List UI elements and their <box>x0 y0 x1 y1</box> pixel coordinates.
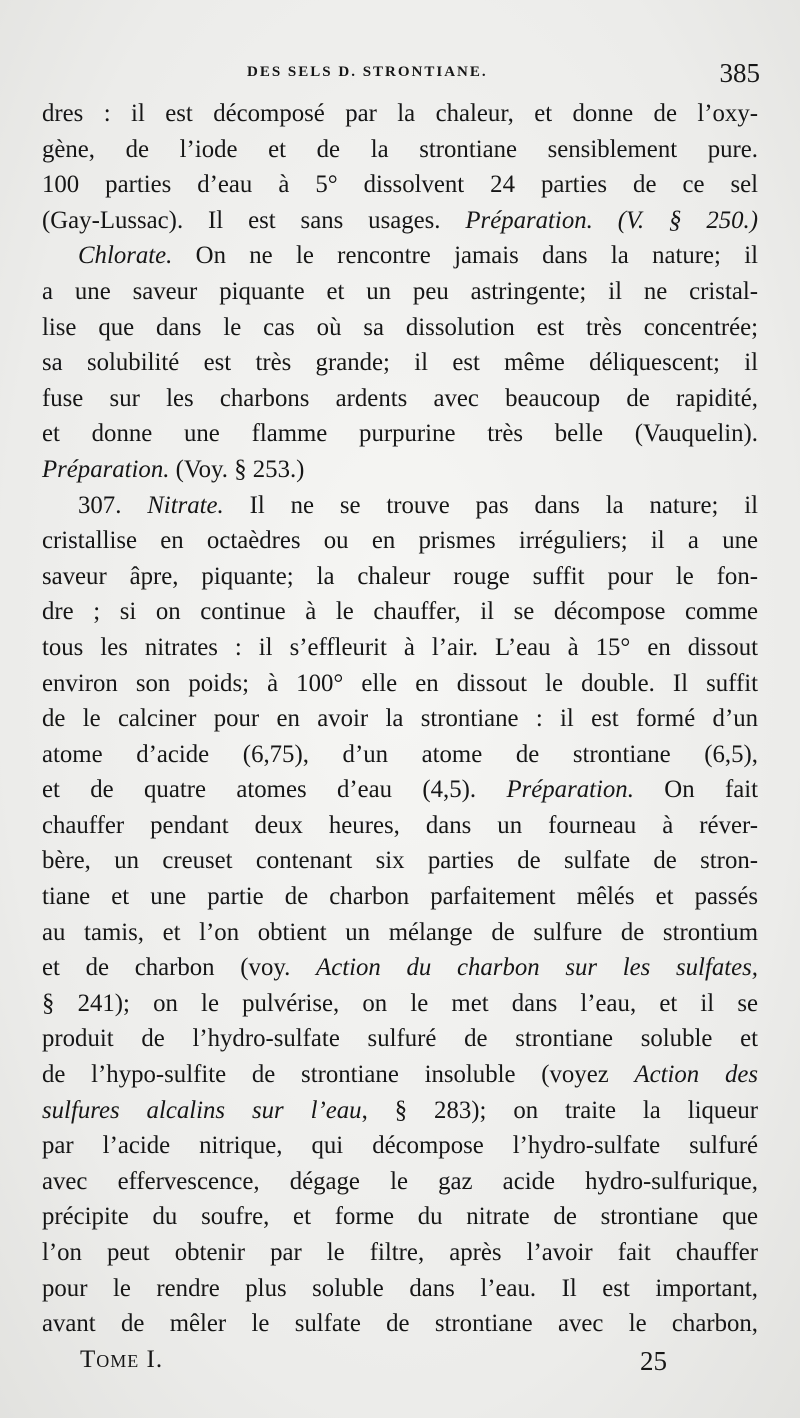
italic-reference: Action des <box>634 1061 759 1089</box>
running-head: DES SELS D. STRONTIANE. <box>247 64 488 80</box>
paragraph-heading: Chlorate. <box>78 242 173 270</box>
text-line: par l’acide nitrique, qui décompose l’hydro-sulfate sulfuré <box>42 1132 758 1160</box>
text-line: gène, de l’iode et de la strontiane sensiblement pure. <box>42 135 758 163</box>
text-line: saveur âpre, piquante; la chaleur rouge suffit pour le fon- <box>42 562 758 590</box>
page-header <box>42 58 760 92</box>
paragraph-heading: Nitrate. <box>147 491 224 519</box>
text-line: précipite du soufre, et forme du nitrate de strontiane que <box>42 1203 758 1231</box>
text-line: tiane et une partie de charbon parfaitement mêlés et passés <box>42 883 758 911</box>
page-number: 385 <box>719 58 760 88</box>
text-line: et donne une flamme purpurine très belle (Vauquelin). <box>42 420 758 448</box>
text-line: Chlorate. On ne le rencontre jamais dans la nature; il <box>78 242 758 270</box>
text-line: bère, un creuset contenant six parties de sulfate de stron- <box>42 847 758 875</box>
text-line: sulfures alcalins sur l’eau, § 283); on traite la liqueur <box>42 1096 758 1124</box>
text-line: pour le rendre plus soluble dans l’eau. Il est important, <box>42 1274 758 1302</box>
text-line: dres : il est décomposé par la chaleur, et donne de l’oxy- <box>42 100 758 127</box>
text-line: atome d’acide (6,75), d’un atome de strontiane (6,5), <box>42 740 758 768</box>
text-line: cristallise en octaèdres ou en prismes irréguliers; il a une <box>42 527 758 555</box>
italic-reference: Préparation. <box>42 455 170 483</box>
text-line: lise que dans le cas où sa dissolution est très concentrée; <box>42 313 758 341</box>
text-line: l’on peut obtenir par le filtre, après l’avoir fait chauffer <box>42 1239 758 1266</box>
italic-reference: Préparation. (V. § 250.) <box>465 206 758 234</box>
text-line: environ son poids; à 100° elle en dissout le double. Il suffit <box>42 669 758 697</box>
italic-reference: sulfures alcalins sur l’eau <box>42 1096 362 1124</box>
text-line: § 241); on le pulvérise, on le met dans l’eau, et il se <box>42 989 758 1017</box>
text-line: sa solubilité est très grande; il est même déliquescent; il <box>42 349 758 377</box>
text-line: avant de mêler le sulfate de strontiane avec le charbon, <box>42 1310 758 1338</box>
text-line: et de quatre atomes d’eau (4,5). Préparation. On fait <box>42 776 759 804</box>
text-line: 307. Nitrate. Il ne se trouve pas dans la nature; il <box>78 491 758 519</box>
text-line: 100 parties d’eau à 5° dissolvent 24 parties de ce sel <box>42 171 758 199</box>
text-line: a une saveur piquante et un peu astringente; il ne cristal- <box>42 277 758 305</box>
text-line: au tamis, et l’on obtient un mélange de sulfure de strontium <box>42 918 758 946</box>
section-number: 307. <box>78 491 122 519</box>
text-line: dre ; si on continue à le chauffer, il se décompose comme <box>42 598 758 626</box>
text-line: chauffer pendant deux heures, dans un fourneau à réver- <box>42 811 758 839</box>
text-line: de l’hypo-sulfite de strontiane insoluble (voyez Action des <box>42 1061 759 1089</box>
text-line: tous les nitrates : il s’effleurit à l’air. L’eau à 15° en dissout <box>42 633 758 661</box>
text-line: avec effervescence, dégage le gaz acide hydro-sulfurique, <box>42 1167 758 1195</box>
signature-mark: 25 <box>640 1346 667 1376</box>
text-line: Préparation. (Voy. § 253.) <box>42 455 305 483</box>
page-footer <box>80 1346 758 1386</box>
text-line: (Gay-Lussac). Il est sans usages. Préparation. (V. § 250.) <box>42 206 758 234</box>
body-text <box>42 96 758 1342</box>
italic-reference: Préparation. <box>506 776 634 804</box>
text-line: fuse sur les charbons ardents avec beaucoup de rapidité, <box>42 384 758 412</box>
italic-reference: Action du charbon sur les sulfates, <box>316 954 758 982</box>
text-line: et de charbon (voy. Action du charbon sur les sulfates, <box>42 954 758 982</box>
text-line: produit de l’hydro-sulfate sulfuré de strontiane soluble et <box>42 1025 758 1053</box>
volume-signature: Tome I. <box>80 1346 164 1373</box>
text-line: de le calciner pour en avoir la strontiane : il est formé d’un <box>42 705 758 733</box>
